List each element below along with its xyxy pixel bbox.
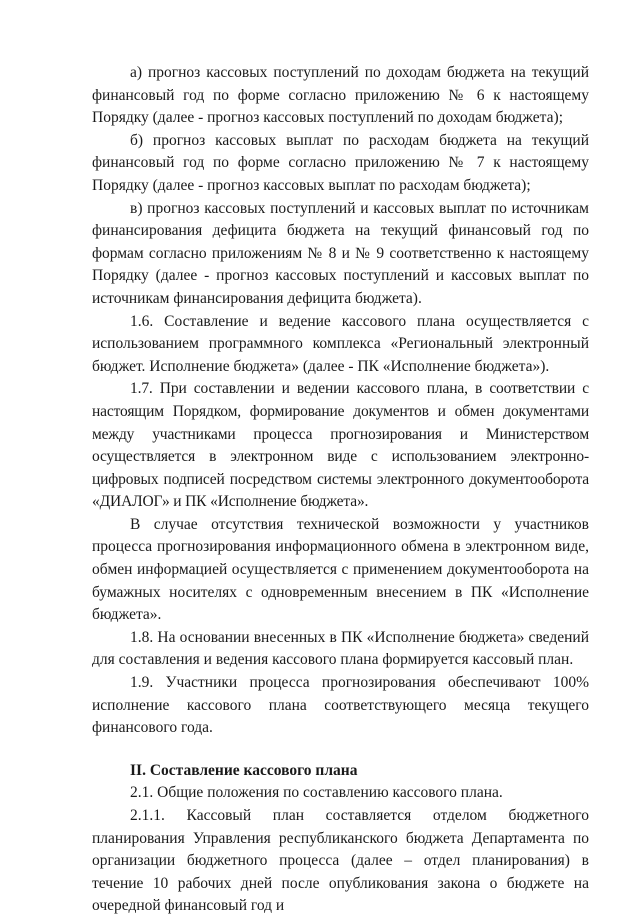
paragraph-1-7: 1.7. При составлении и ведении кассового плана, в соответствии с настоящим Порядком, формирование документов и обмен документами между участниками процесса прогнозирования и Министерством осуществляется в электронном виде с использованием электронно-цифровых подписей посредством системы электронного документооборота «ДИАЛОГ» и ПК «Исполнение бюджета».: [92, 380, 589, 511]
paragraph-1-8: 1.8. На основании внесенных в ПК «Исполнение бюджета» сведений для составления и ведения кассового плана формируется кассовый план.: [92, 628, 589, 669]
paragraph-2-1: 2.1. Общие положения по составлению кассового плана.: [130, 784, 503, 802]
section-heading: II. Составление кассового плана: [130, 761, 358, 779]
paragraph-v-deficit-financing-forecast: в) прогноз кассовых поступлений и кассовых выплат по источникам финансирования дефицита бюджета на текущий финансовый год по формам согласно приложениям № 8 и № 9 соответственно к настоящему Порядку (далее - прогноз кассовых поступлений и кассовых выплат по источникам финансирования дефицита бюджета).: [92, 199, 589, 307]
paragraph-no-technical-possibility: В случае отсутствия технической возможности у участников процесса прогнозирования информационного обмена в электронном виде, обмен информацией осуществляется с применением документооборота на бумажных носителях с одновременным внесением в ПК «Исполнение бюджета».: [92, 515, 589, 624]
paragraph-a-revenue-forecast: а) прогноз кассовых поступлений по доходам бюджета на текущий финансовый год по форме согласно приложению № 6 к настоящему Порядку (далее - прогноз кассовых поступлений по доходам бюджета);: [92, 64, 589, 127]
paragraph-2-1-1: 2.1.1. Кассовый план составляется отделом бюджетного планирования Управления республиканского бюджета Департамента по организации бюджетного процесса (далее – отдел планирования) в течение 10 рабочих дней после опубликования закона о бюджете на очередной финансовый год и: [92, 807, 589, 915]
paragraph-1-6: 1.6. Составление и ведение кассового плана осуществляется с использованием программного комплекса «Региональный электронный бюджет. Исполнение бюджета» (далее - ПК «Исполнение бюджета»).: [92, 312, 589, 375]
section-spacer: [92, 740, 589, 760]
paragraph-1-9: 1.9. Участники процесса прогнозирования обеспечивают 100% исполнение кассового плана соответствующего месяца текущего финансового года.: [92, 674, 589, 737]
document-body: [92, 62, 589, 918]
paragraph-b-expense-forecast: б) прогноз кассовых выплат по расходам бюджета на текущий финансовый год по форме согласно приложению № 7 к настоящему Порядку (далее - прогноз кассовых выплат по расходам бюджета);: [92, 131, 589, 194]
